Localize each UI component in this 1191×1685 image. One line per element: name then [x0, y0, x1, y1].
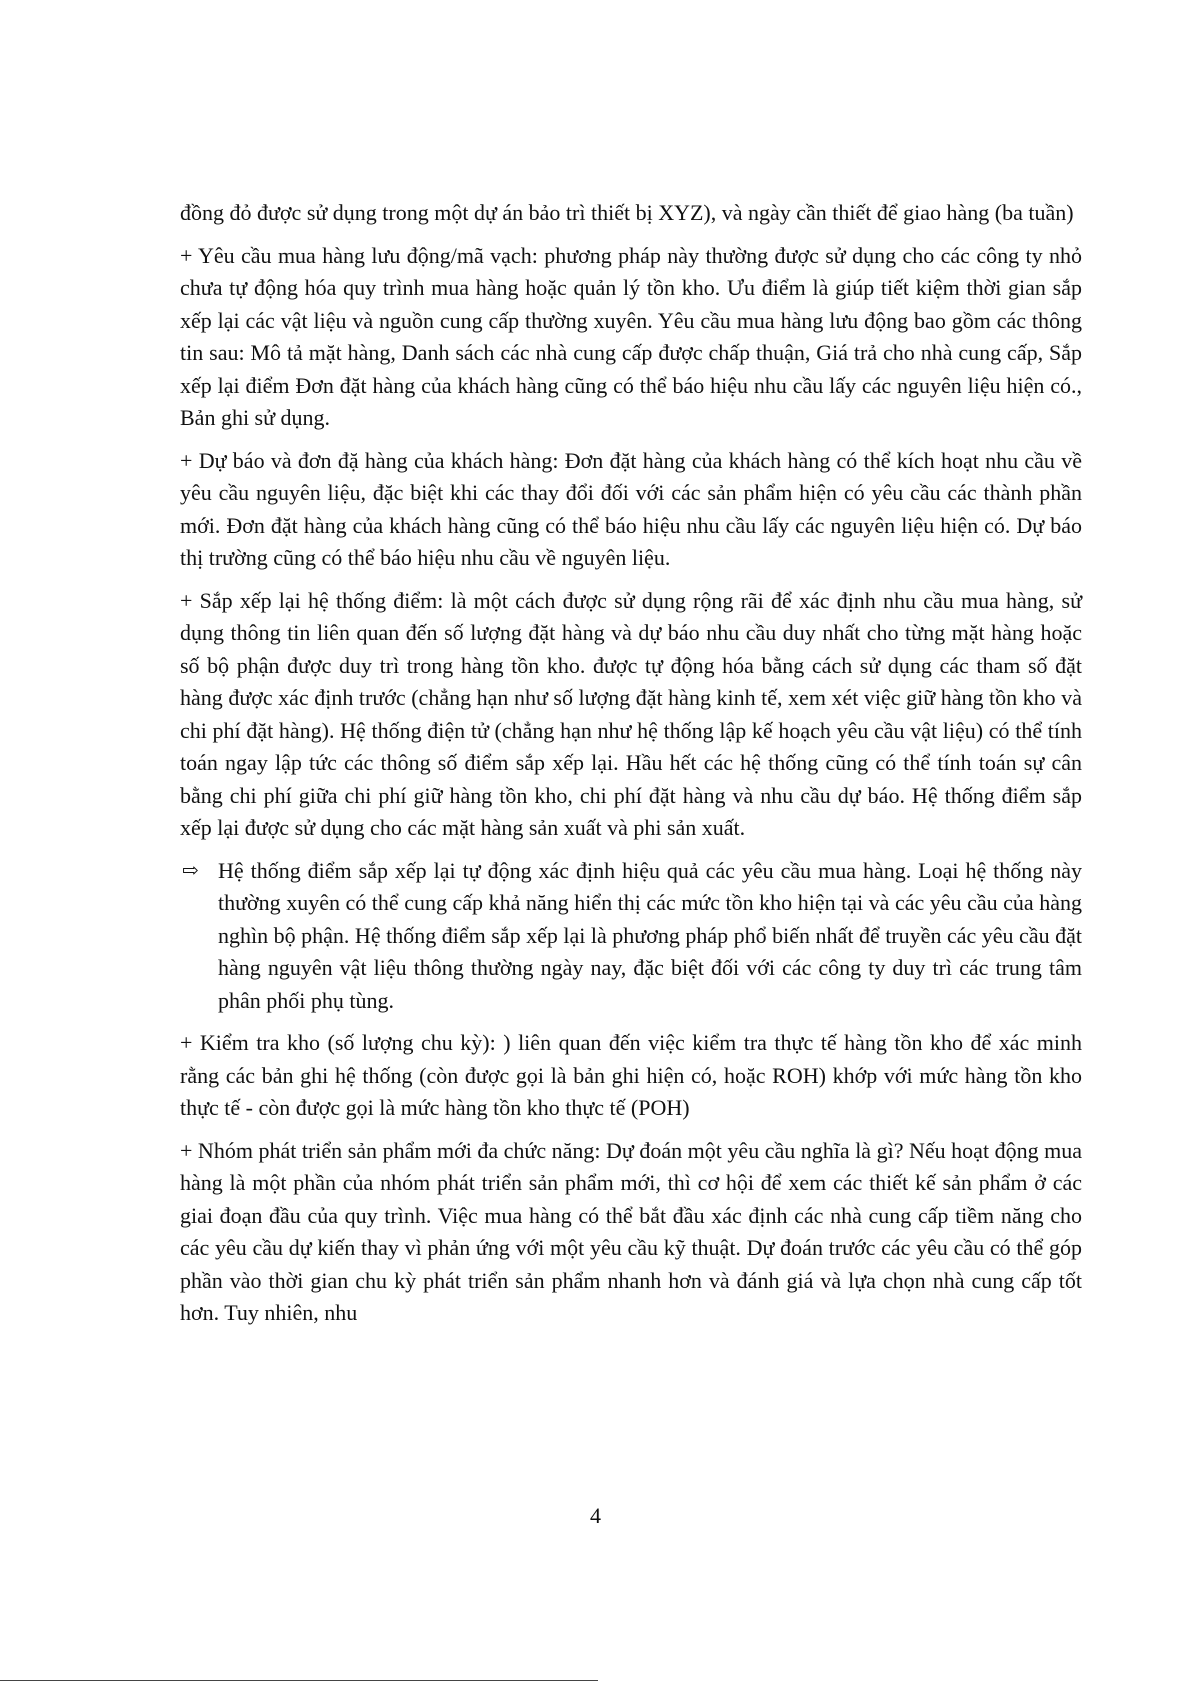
- bullet-text: Hệ thống điểm sắp xếp lại tự động xác định hiệu quả các yêu cầu mua hàng. Loại hệ thống này thường xuyên có thể cung cấp khả năng hiển thị các mức tồn kho hiện tại và các yêu cầu của hàng nghìn bộ phận. Hệ thống điểm sắp xếp lại là phương pháp phổ biến nhất để truyền các yêu cầu đặt hàng nguyên vật liệu thông thường ngày nay, đặc biệt đối với các công ty duy trì các trung tâm phân phối phụ tùng.: [218, 857, 1082, 1013]
- paragraph-forecast-customer-orders: + Dự báo và đơn đặ hàng của khách hàng: Đơn đặt hàng của khách hàng có thể kích hoạt nhu cầu về yêu cầu nguyên liệu, đặc biệt khi các thay đổi đối với các sản phẩm hiện có yêu cầu các thành phần mới. Đơn đặt hàng của khách hàng cũng có thể báo hiệu nhu cầu lấy các nguyên liệu hiện có. Dự báo thị trường cũng có thể báo hiệu nhu cầu về nguyên liệu.: [180, 447, 1082, 570]
- paragraph-reorder-point-system: + Sắp xếp lại hệ thống điểm: là một cách được sử dụng rộng rãi để xác định nhu cầu mua hàng, sử dụng thông tin liên quan đến số lượng đặt hàng và dự báo nhu cầu duy nhất cho từng mặt hàng hoặc số bộ phận được duy trì trong hàng tồn kho. được tự động hóa bằng cách sử dụng các tham số đặt hàng được xác định trước (chẳng hạn như số lượng đặt hàng kinh tế, xem xét việc giữ hàng tồn kho và chi phí đặt hàng). Hệ thống điện tử (chẳng hạn như hệ thống lập kế hoạch yêu cầu vật liệu) có thể tính toán ngay lập tức các thông số điểm sắp xếp lại. Hầu hết các hệ thống cũng có thể tính toán sự cân bằng chi phí giữa chi phí giữ hàng tồn kho, chi phí đặt hàng và nhu cầu dự báo. Hệ thống điểm sắp xếp lại được sử dụng cho các mặt hàng sản xuất và phi sản xuất.: [180, 587, 1082, 840]
- paragraph-continuation: đồng đỏ được sử dụng trong một dự án bảo trì thiết bị XYZ), và ngày cần thiết để giao hàng (ba tuần): [180, 200, 1074, 225]
- page-number: 4: [590, 1503, 601, 1528]
- footer-divider: [0, 1680, 598, 1681]
- arrow-right-icon: ⇨: [182, 859, 199, 882]
- paragraph-mobile-barcode-requisition: + Yêu cầu mua hàng lưu động/mã vạch: phương pháp này thường được sử dụng cho các công ty nhỏ chưa tự động hóa quy trình mua hàng hoặc quản lý tồn kho. Ưu điểm là giúp tiết kiệm thời gian sắp xếp lại các vật liệu và nguồn cung cấp thường xuyên. Yêu cầu mua hàng lưu động bao gồm các thông tin sau: Mô tả mặt hàng, Danh sách các nhà cung cấp được chấp thuận, Giá trả cho nhà cung cấp, Sắp xếp lại điểm Đơn đặt hàng của khách hàng cũng có thể báo hiệu nhu cầu lấy các nguyên liệu hiện có., Bản ghi sử dụng.: [180, 242, 1082, 430]
- paragraph-stock-check: + Kiểm tra kho (số lượng chu kỳ): ) liên quan đến việc kiểm tra thực tế hàng tồn kho để xác minh rằng các bản ghi hệ thống (còn được gọi là bản ghi hiện có, hoặc ROH) khớp với mức hàng tồn kho thực tế - còn được gọi là mức hàng tồn kho thực tế (POH): [180, 1030, 1082, 1120]
- paragraph-new-product-team: + Nhóm phát triển sản phẩm mới đa chức năng: Dự đoán một yêu cầu nghĩa là gì? Nếu hoạt động mua hàng là một phần của nhóm phát triển sản phẩm mới, thì cơ hội để xem các thiết kế sản phẩm ở các giai đoạn đầu của quy trình. Việc mua hàng có thể bắt đầu xác định các nhà cung cấp tiềm năng cho các yêu cầu dự kiến thay vì phản ứng với một yêu cầu kỹ thuật. Dự đoán trước các yêu cầu có thể góp phần vào thời gian chu kỳ phát triển sản phẩm nhanh hơn và đánh giá và lựa chọn nhà cung cấp tốt hơn. Tuy nhiên, nhu: [180, 1137, 1082, 1325]
- bullet-item: [180, 855, 1082, 1018]
- page-body: [180, 197, 1082, 1340]
